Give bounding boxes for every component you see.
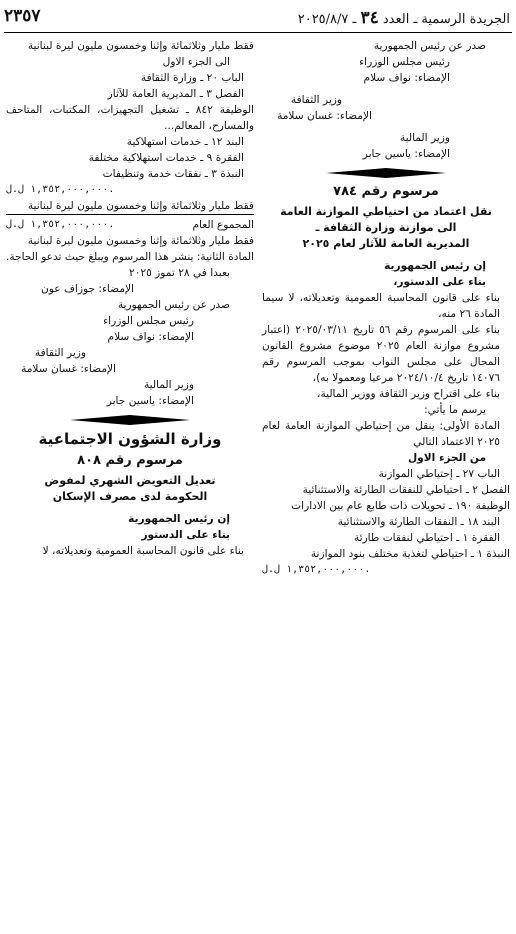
- preamble-paragraph: بناء على المرسوم رقم ٥٦ تاريخ ٢٠٢٥/٠٣/١١ (اعتبار مشروع موازنة العام ٢٠٢٥ موضوع مشروع القانون المحال على مجلس النواب بموجب المرسوم رقم ١٤٠٧٦ تاريخ ٢٠٢٤/١٠/٤ مرعيا ومعمولا به)،: [262, 324, 500, 384]
- preamble-paragraph: بناء على قانون المحاسبة العمومية وتعديلاته، لا سيما المادة ٢٦ منه،: [262, 292, 500, 320]
- separator-ornament: [326, 168, 446, 178]
- preamble-line: بناء على الدستور: [141, 529, 230, 541]
- sig-line: الإمضاء: غسان سلامة: [21, 363, 116, 375]
- header-rule: [4, 32, 512, 33]
- preamble-paragraph: بناء على قانون المحاسبة العمومية وتعديلاته، لا: [42, 545, 244, 557]
- decree-title: الى موازنة وزارة الثقافة ـ: [315, 221, 457, 234]
- preamble-line: بناء على الدستور،: [393, 276, 486, 288]
- article-one: المادة الأولى: ينقل من إحتياطي الموازنة العامة لعام ٢٠٢٥ الاعتماد التالي: [262, 420, 500, 448]
- budget-function: الوظيفة ١٩٠ ـ تحويلات ذات طابع عام بين الادارات: [291, 500, 510, 512]
- page-number: ٢٣٥٧: [4, 6, 41, 26]
- decrees-line: يرسم ما يأتي:: [424, 404, 486, 416]
- sig-line: رئيس مجلس الوزراء: [359, 56, 450, 68]
- budget-section: الفصل ٣ ـ المديرية العامة للآثار: [107, 88, 244, 100]
- budget-item: البند ١٢ ـ خدمات استهلاكية: [126, 136, 244, 148]
- credit-amount: ١,٣٥٢,٠٠٠,٠٠٠ ل.ل.: [6, 184, 115, 195]
- part-heading: من الجزء الاول: [407, 452, 486, 464]
- president-line: إن رئيس الجمهورية: [128, 513, 230, 525]
- page-header: [4, 8, 510, 34]
- president-signature: الإمضاء: جوزاف عون: [41, 283, 134, 295]
- issue-date: ـ ٢٠٢٥/٨/٧: [297, 12, 357, 27]
- sig-line: وزير المالية: [399, 132, 450, 144]
- total-amount: ١,٣٥٢,٠٠٠,٠٠٠ ل.ل.: [6, 219, 115, 230]
- decree-title: نقل اعتماد من احتياطي الموازنة العامة: [280, 205, 492, 218]
- journal-name: الجريدة الرسمية ـ العدد: [382, 12, 510, 27]
- budget-item: البند ١٨ ـ النفقات الطارئة والاستثنائية: [337, 516, 500, 528]
- budget-section: الفصل ٢ ـ احتياطي للنفقات الطارئة والاستثنائية: [302, 484, 510, 496]
- decree-title: المديرية العامة للآثار لعام ٢٠٢٥: [302, 237, 470, 250]
- decree-title: الحكومة لدى مصرف الإسكان: [52, 490, 208, 503]
- journal-title: [298, 8, 510, 28]
- amount-in-words: فقط مليار وثلاثمائة وإثنا وخمسون مليون ليرة لبنانية: [27, 200, 254, 212]
- budget-paragraph: الفقرة ٩ ـ خدمات استهلاكية مختلفة: [88, 152, 244, 164]
- sig-line: رئيس مجلس الوزراء: [103, 315, 194, 327]
- sig-line: صدر عن رئيس الجمهورية: [117, 299, 230, 311]
- right-column: [262, 38, 510, 578]
- sig-line: الإمضاء: نواف سلام: [363, 72, 450, 84]
- president-line: إن رئيس الجمهورية: [384, 260, 486, 272]
- budget-subparagraph: النبذة ٣ ـ نفقات خدمة وتنظيفات: [102, 168, 244, 180]
- decree-title: تعديل التعويض الشهري لمفوض: [44, 474, 216, 487]
- sig-line: الإمضاء: ياسين جابر: [106, 395, 194, 407]
- budget-subparagraph: النبذة ١ ـ احتياطي لتغذية مختلف بنود الموازنة: [310, 548, 510, 560]
- sig-line: الإمضاء: غسان سلامة: [277, 110, 372, 122]
- sig-line: وزير الثقافة: [34, 347, 86, 359]
- total-label: المجموع العام: [192, 219, 254, 231]
- budget-paragraph: الفقرة ١ ـ احتياطي لنفقات طارئة: [353, 532, 500, 544]
- decree-number: مرسوم رقم ٧٨٤: [333, 184, 439, 199]
- budget-function: الوظيفة ٨٤٢ ـ تشغيل التجهيزات، المكتبات، المتاحف والمسارح، المعالم...: [6, 104, 255, 132]
- sig-line: الإمضاء: ياسين جابر: [362, 148, 450, 160]
- left-column: [6, 38, 254, 559]
- sig-line: وزير الثقافة: [290, 94, 342, 106]
- preamble-paragraph: بناء على اقتراح وزير الثقافة ووزير المالية،: [317, 388, 500, 400]
- amount-in-words: فقط مليار وثلاثمائة وإثنا وخمسون مليون ليرة لبنانية: [27, 40, 254, 52]
- ministry-heading: وزارة الشؤون الاجتماعية: [38, 430, 222, 448]
- separator-ornament: [70, 415, 190, 425]
- grand-total-row: [6, 214, 254, 233]
- sig-line: وزير المالية: [143, 379, 194, 391]
- transfer-amount: ١,٣٥٢,٠٠٠,٠٠٠ ل.ل.: [262, 564, 371, 575]
- part-heading: الى الجزء الاول: [162, 56, 230, 68]
- article-two: المادة الثانية: ينشر هذا المرسوم ويبلغ حيث تدعو الحاجة.: [6, 251, 254, 263]
- date-line: بعبدا في ٢٨ تموز ٢٠٢٥: [129, 267, 230, 279]
- budget-chapter: الباب ٢٠ ـ وزارة الثقافة: [140, 72, 244, 84]
- sig-line: الإمضاء: نواف سلام: [107, 331, 194, 343]
- decree-number: مرسوم رقم ٨٠٨: [77, 453, 183, 468]
- sig-line: صدر عن رئيس الجمهورية: [373, 40, 486, 52]
- issue-number: ٣٤: [360, 8, 379, 28]
- budget-chapter: الباب ٢٧ ـ إحتياطي الموازنة: [378, 468, 500, 480]
- amount-in-words: فقط مليار وثلاثمائة وإثنا وخمسون مليون ليرة لبنانية: [27, 235, 254, 247]
